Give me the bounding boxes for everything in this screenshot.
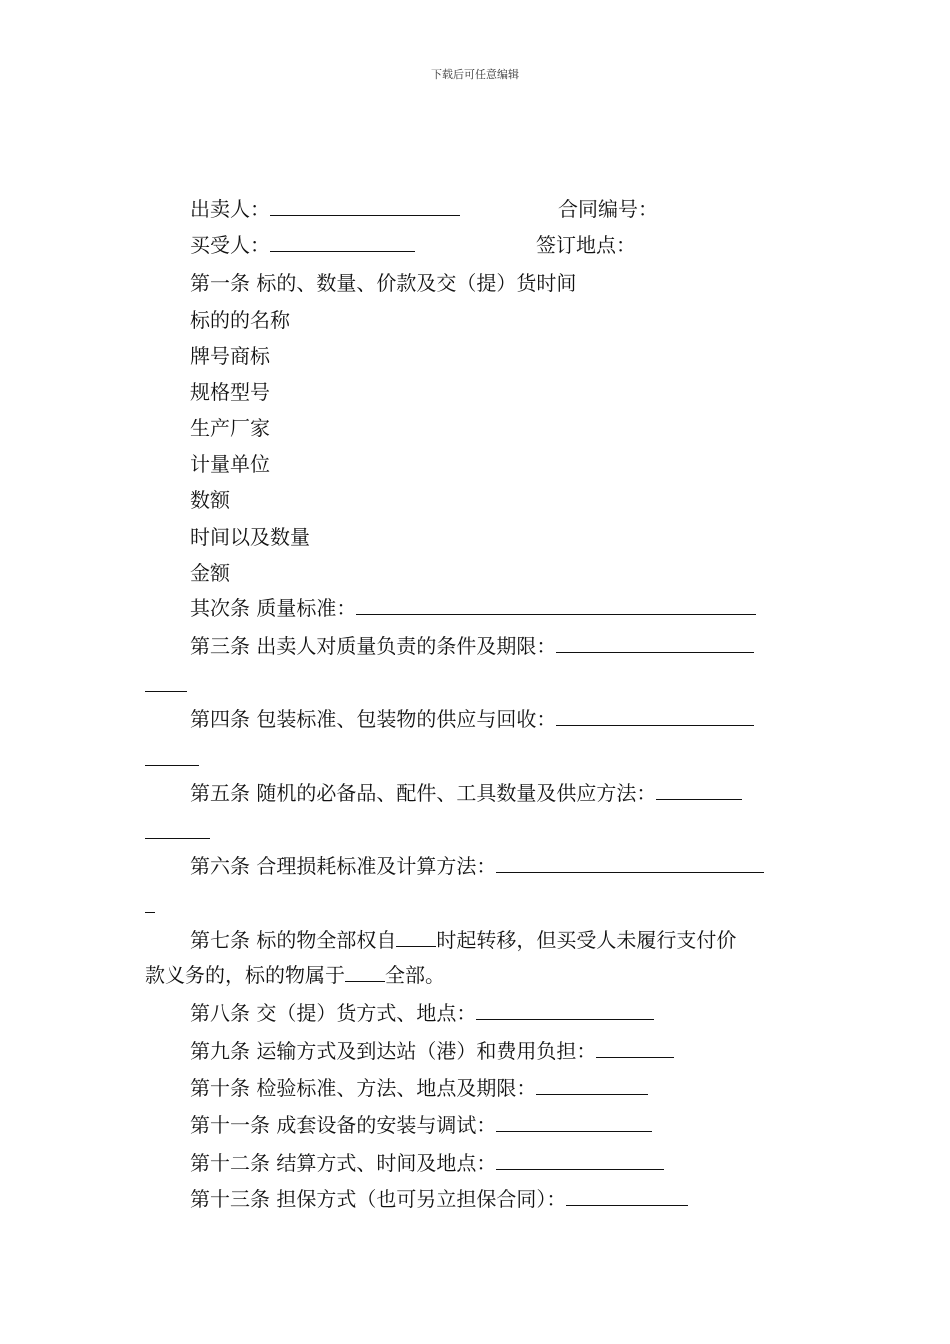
page-header-note: 下载后可任意编辑 <box>431 68 519 81</box>
clause-6-label: 第六条 合理损耗标准及计算方法： <box>190 854 497 878</box>
buyer-blank[interactable] <box>270 233 415 252</box>
clause-1-item: 时间以及数量 <box>190 525 310 549</box>
clause-7-text: 第七条 标的物全部权自 <box>190 928 397 952</box>
clause-4 <box>190 706 754 732</box>
clause-1-item: 标的的名称 <box>190 308 290 332</box>
clause-7-text: 款义务的，标的物属于 <box>145 963 345 987</box>
clause-13-label: 第十三条 担保方式（也可另立担保合同）： <box>190 1187 567 1211</box>
clause-7-line-1 <box>190 927 736 953</box>
clause-12 <box>190 1150 664 1176</box>
clause-7-blank-time[interactable] <box>396 928 436 947</box>
clause-10 <box>190 1075 648 1101</box>
contract-no-line <box>558 196 658 222</box>
clause-7-line-2 <box>145 962 445 988</box>
clause-2-label: 其次条 质量标准： <box>190 596 357 620</box>
clause-9 <box>190 1038 674 1064</box>
clause-9-blank[interactable] <box>596 1039 674 1058</box>
clause-1-item: 生产厂家 <box>190 416 270 440</box>
clause-3-blank[interactable] <box>556 634 754 653</box>
clause-4-blank[interactable] <box>556 707 754 726</box>
clause-11-blank[interactable] <box>496 1113 652 1132</box>
clause-5 <box>190 780 742 806</box>
clause-11-label: 第十一条 成套设备的安装与调试： <box>190 1113 497 1137</box>
clause-4-label: 第四条 包装标准、包装物的供应与回收： <box>190 707 557 731</box>
clause-8-blank[interactable] <box>476 1001 654 1020</box>
clause-3 <box>190 633 754 659</box>
clause-6 <box>190 853 764 879</box>
seller-blank[interactable] <box>270 197 460 216</box>
clause-12-label: 第十二条 结算方式、时间及地点： <box>190 1151 497 1175</box>
clause-5-label: 第五条 随机的必备品、配件、工具数量及供应方法： <box>190 781 657 805</box>
buyer-label: 买受人： <box>190 233 270 257</box>
clause-3-blank-continued[interactable] <box>145 690 187 692</box>
contract-no-label: 合同编号： <box>558 197 658 221</box>
clause-1-item: 数额 <box>190 488 230 512</box>
clause-6-blank[interactable] <box>496 854 764 873</box>
clause-2-blank[interactable] <box>356 596 756 615</box>
clause-1-item: 计量单位 <box>190 452 270 476</box>
clause-7-text: 全部。 <box>385 963 445 987</box>
clause-10-label: 第十条 检验标准、方法、地点及期限： <box>190 1076 537 1100</box>
clause-7-text: 时起转移，但买受人未履行支付价 <box>436 928 737 952</box>
sign-place-line <box>536 232 636 258</box>
clause-1-item: 金额 <box>190 561 230 585</box>
clause-8 <box>190 1000 654 1026</box>
clause-5-blank[interactable] <box>656 781 742 800</box>
clause-8-label: 第八条 交（提）货方式、地点： <box>190 1001 477 1025</box>
seller-label: 出卖人： <box>190 197 270 221</box>
clause-10-blank[interactable] <box>536 1076 648 1095</box>
seller-line <box>190 196 460 222</box>
clause-13 <box>190 1186 688 1212</box>
clause-9-label: 第九条 运输方式及到达站（港）和费用负担： <box>190 1039 597 1063</box>
clause-13-blank[interactable] <box>566 1187 688 1206</box>
clause-4-blank-continued[interactable] <box>145 764 199 766</box>
clause-12-blank[interactable] <box>496 1151 664 1170</box>
clause-3-label: 第三条 出卖人对质量负责的条件及期限： <box>190 634 557 658</box>
clause-2 <box>190 595 756 621</box>
buyer-line <box>190 232 415 258</box>
clause-1-item: 规格型号 <box>190 380 270 404</box>
sign-place-label: 签订地点： <box>536 233 636 257</box>
clause-7-blank-owner[interactable] <box>345 963 385 982</box>
clause-1-item: 牌号商标 <box>190 344 270 368</box>
clause-6-blank-continued[interactable] <box>145 911 155 913</box>
clause-1-title: 第一条 标的、数量、价款及交（提）货时间 <box>190 271 577 295</box>
clause-5-blank-continued[interactable] <box>145 837 210 839</box>
clause-11 <box>190 1112 652 1138</box>
